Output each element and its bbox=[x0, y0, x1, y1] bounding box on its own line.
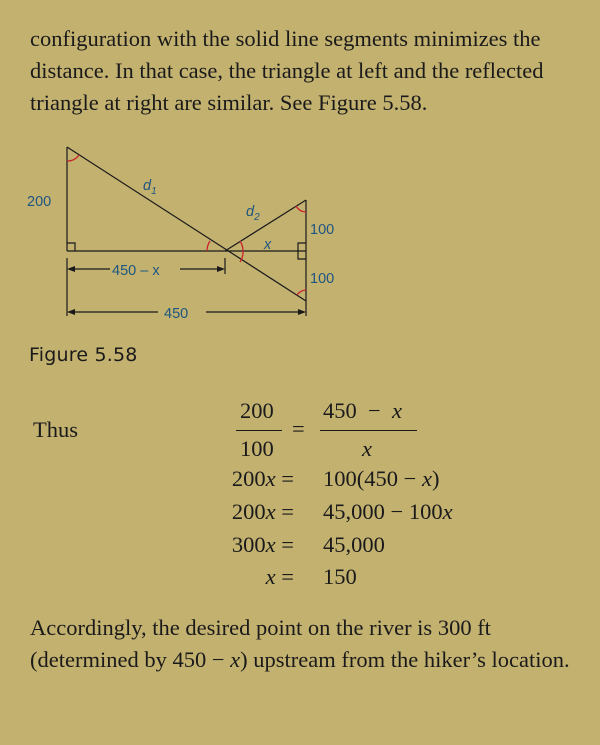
eq-row-rhs: 100(450 − x) bbox=[323, 466, 440, 491]
angle-arc-right-top bbox=[296, 206, 306, 212]
intro-line: triangle at right are similar. See Figure 5.58. bbox=[30, 90, 428, 115]
equals-sign: = bbox=[292, 416, 305, 441]
arrowhead bbox=[67, 309, 75, 315]
label-d1: $d_1$ bbox=[143, 178, 157, 197]
eq-row-rhs: 45,000 − 100x bbox=[323, 499, 453, 524]
intro-paragraph bbox=[30, 23, 544, 119]
intro-line: distance. In that case, the triangle at left and the reflected bbox=[30, 58, 544, 83]
frac-right-numerator: 450 − x bbox=[323, 398, 402, 423]
angle-arc-center-left bbox=[207, 241, 210, 251]
conclusion-line: (determined by 450 − x) upstream from the hiker’s location. bbox=[30, 647, 570, 672]
label-100-bottom: 100 bbox=[310, 271, 335, 287]
frac-left-numerator: 200 bbox=[240, 398, 274, 423]
label-d2: $d_2$ bbox=[246, 204, 260, 223]
right-angle-left bbox=[67, 243, 75, 251]
label-x: x bbox=[264, 237, 272, 253]
arrowhead bbox=[298, 309, 306, 315]
thus-label: Thus bbox=[33, 417, 78, 442]
frac-left-bar bbox=[236, 430, 282, 431]
eq-row-lhs: x = bbox=[265, 564, 294, 589]
frac-right-denominator: x bbox=[362, 436, 372, 461]
right-angle-right-bottom bbox=[298, 251, 306, 259]
figure-caption: Figure 5.58 bbox=[29, 344, 138, 366]
label-200: 200 bbox=[27, 194, 52, 210]
eq-row-lhs: 300x = bbox=[231, 532, 294, 557]
eq-row-lhs: 200x = bbox=[231, 466, 294, 491]
figure-5-58-diagram bbox=[0, 130, 600, 330]
angle-arc-right-bottom bbox=[297, 290, 306, 295]
frac-left-denominator: 100 bbox=[240, 436, 274, 461]
label-450: 450 bbox=[164, 306, 189, 322]
label-100-top: 100 bbox=[310, 222, 335, 238]
eq-row-rhs: 45,000 bbox=[323, 532, 385, 557]
right-angle-right-top bbox=[298, 243, 306, 251]
eq-row-rhs: 150 bbox=[323, 564, 357, 589]
conclusion-line: Accordingly, the desired point on the river is 300 ft bbox=[30, 615, 491, 640]
d1-line bbox=[67, 147, 306, 301]
arrowhead bbox=[217, 266, 225, 272]
conclusion-paragraph bbox=[30, 612, 570, 676]
label-450-minus-x: 450 – x bbox=[112, 263, 160, 279]
frac-right-bar bbox=[320, 430, 417, 431]
arrowhead bbox=[67, 266, 75, 272]
eq-row-lhs: 200x = bbox=[231, 499, 294, 524]
angle-arc-top-left bbox=[67, 155, 79, 161]
intro-line: configuration with the solid line segments minimizes the bbox=[30, 26, 541, 51]
